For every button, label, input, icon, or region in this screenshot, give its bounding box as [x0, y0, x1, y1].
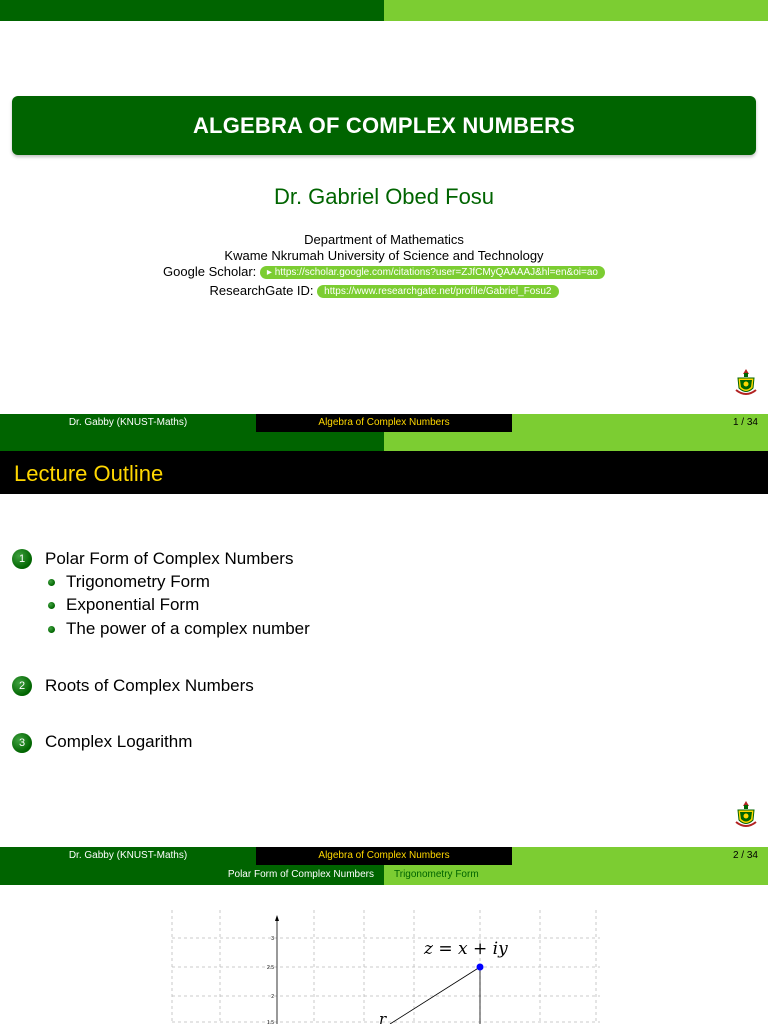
slide3-navigation-bar [0, 865, 768, 885]
y-tick-label: 3 [271, 936, 274, 942]
section-number-2: 2 [12, 676, 32, 696]
bullet-icon [48, 626, 55, 633]
modulus-line [390, 967, 480, 1024]
slide2-footer [0, 847, 768, 865]
university: Kwame Nkrumah University of Science and Technology [224, 248, 544, 263]
subsection-2[interactable]: Exponential Form [66, 595, 200, 614]
slide-title: ALGEBRA OF COMPLEX NUMBERS [192, 112, 576, 138]
researchgate-link[interactable]: https://www.researchgate.net/profile/Gabriel_Fosu2 [317, 285, 558, 298]
department: Department of Mathematics [304, 232, 464, 247]
author-name: Dr. Gabriel Obed Fosu [273, 184, 495, 209]
y-tick-label: 1.5 [267, 1020, 274, 1024]
researchgate-line [0, 283, 768, 298]
footer-author: Dr. Gabby (KNUST-Maths) [0, 847, 256, 865]
footer-page: 2 / 34 [512, 847, 768, 865]
complex-point [477, 964, 484, 971]
slide2-top-bar [0, 432, 768, 451]
slide1-top-bar [0, 0, 768, 21]
frame-title-bar [0, 451, 768, 494]
y-tick-label: 2.5 [267, 965, 274, 971]
footer-title: Algebra of Complex Numbers [256, 847, 512, 865]
slide-title-box [12, 96, 756, 155]
complex-plane-diagram [160, 910, 610, 1024]
section-number-3: 3 [12, 733, 32, 753]
footer-page: 1 / 34 [512, 414, 768, 432]
point-label: z = x + iy [424, 939, 508, 959]
grid-lines [172, 910, 600, 1024]
bullet-icon [48, 602, 55, 609]
section-title-3[interactable]: Complex Logarithm [45, 732, 193, 751]
section-title-2[interactable]: Roots of Complex Numbers [45, 676, 254, 695]
google-scholar-line [0, 264, 768, 279]
google-scholar-label: Google Scholar: [163, 264, 257, 279]
footer-title: Algebra of Complex Numbers [256, 414, 512, 432]
subsection-3[interactable]: The power of a complex number [66, 619, 310, 638]
nav-subsection[interactable]: Trigonometry Form [384, 865, 768, 885]
section-title-1[interactable]: Polar Form of Complex Numbers [45, 549, 294, 568]
researchgate-label: ResearchGate ID: [209, 283, 314, 298]
subsection-1[interactable]: Trigonometry Form [66, 572, 210, 591]
modulus-label: r [379, 1010, 387, 1024]
frame-title: Lecture Outline [14, 461, 164, 486]
google-scholar-link[interactable]: ▸ https://scholar.google.com/citations?user=ZJfCMyQAAAAJ&hl=en&oi=ao [260, 266, 605, 279]
knust-crest-icon [735, 800, 757, 830]
y-tick-label: 2 [271, 994, 274, 1000]
nav-section[interactable]: Polar Form of Complex Numbers [0, 865, 384, 885]
slide1-footer [0, 414, 768, 432]
footer-author: Dr. Gabby (KNUST-Maths) [0, 414, 256, 432]
section-number-1: 1 [12, 549, 32, 569]
bullet-icon [48, 579, 55, 586]
axis-arrow-icon [275, 915, 279, 921]
knust-crest-icon [735, 368, 757, 398]
